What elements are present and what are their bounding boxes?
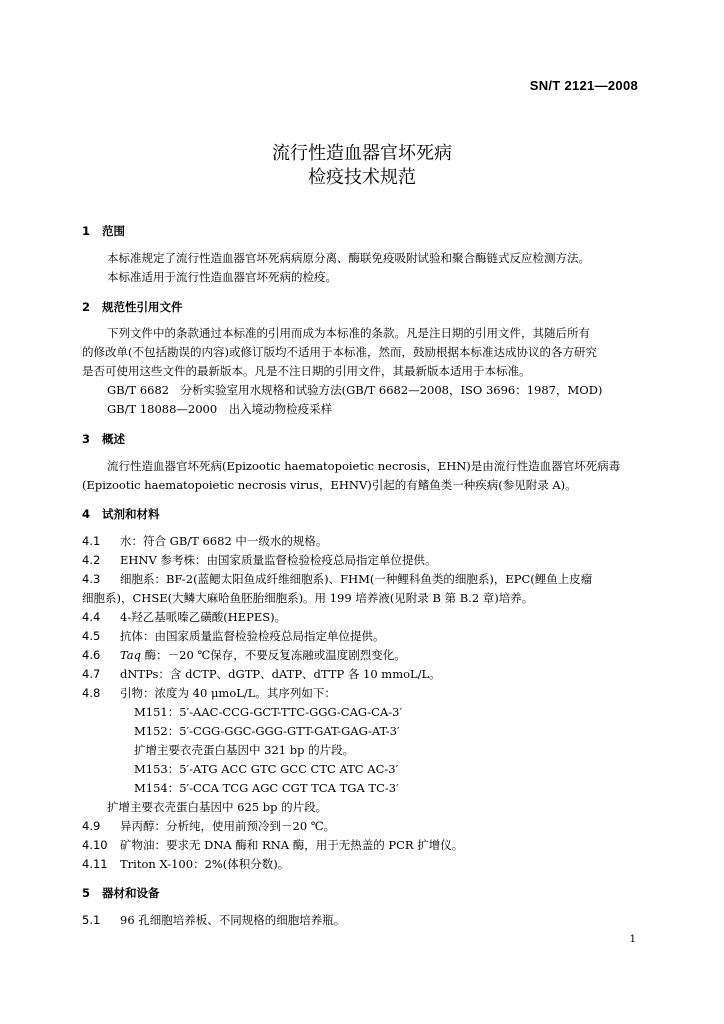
- paragraph: 是否可使用这些文件的最新版本。凡是不注日期的引用文件，其最新版本适用于本标准。: [82, 364, 531, 378]
- paragraph: 本标准适用于流行性造血器官坏死病的检疫。: [107, 270, 337, 284]
- reference-item: GB/T 18088—2000 出入境动物检疫采样: [107, 402, 333, 416]
- section-5-heading: 5 器材和设备: [82, 886, 160, 900]
- list-item: 4.10 矿物油：要求无 DNA 酶和 RNA 酶，用于无热盖的 PCR 扩增仪。: [82, 838, 464, 852]
- section-3-heading: 3 概述: [82, 432, 125, 446]
- reference-item: GB/T 6682 分析实验室用水规格和试验方法(GB/T 6682—2008，ISO 3696：1987，MOD): [107, 383, 603, 397]
- list-item-continuation: 细胞系)，CHSE(大鳞大麻哈鱼胚胎细胞系)。用 199 培养液(见附录 B 第 B.2 章)培养。: [82, 591, 534, 605]
- section-4-heading: 4 试剂和材料: [82, 507, 160, 521]
- primer-line: M153：5′-ATG ACC GTC GCC CTC ATC AC-3′: [134, 762, 399, 776]
- list-item: 4.1 水：符合 GB/T 6682 中一级水的规格。: [82, 534, 328, 548]
- standard-code: SN/T 2121—2008: [529, 78, 638, 93]
- list-item: 4.11 Triton X-100：2%(体积分数)。: [82, 857, 290, 871]
- primer-line: M151：5′-AAC-CCG-GCT-TTC-GGG-CAG-CA-3′: [134, 705, 403, 719]
- list-item: 4.3 细胞系：BF-2(蓝鳃太阳鱼成纤维细胞系)、FHM(一种鲤科鱼类的细胞系)，EPC(鲤鱼上皮瘤: [82, 572, 593, 586]
- primer-note: 扩增主要衣壳蛋白基因中 321 bp 的片段。: [134, 743, 355, 757]
- list-item: 4.7 dNTPs：含 dCTP、dGTP、dATP、dTTP 各 10 mmoL/L。: [82, 667, 441, 681]
- paragraph: (Epizootic haematopoietic necrosis virus，EHNV)引起的有鳍鱼类一种疾病(参见附录 A)。: [82, 478, 577, 492]
- list-item: 4.6 Taq 酶：－20 ℃保存，不要反复冻融或温度剧烈变化。: [82, 648, 406, 662]
- paragraph: 的修改单(不包括勘误的内容)或修订版均不适用于本标准，然而，鼓励根据本标准达成协议的各方研究: [82, 345, 597, 359]
- list-item: 4.9 异丙醇：分析纯，使用前预冷到－20 ℃。: [82, 819, 336, 833]
- paragraph: 本标准规定了流行性造血器官坏死病病原分离、酶联免疫吸附试验和聚合酶链式反应检测方法。: [107, 251, 590, 265]
- primer-note: 扩增主要衣壳蛋白基因中 625 bp 的片段。: [107, 800, 328, 814]
- list-item: 5.1 96 孔细胞培养板、不同规格的细胞培养瓶。: [82, 913, 346, 927]
- title-line-2: 检疫技术规范: [308, 167, 416, 188]
- section-2-heading: 2 规范性引用文件: [82, 300, 183, 314]
- section-1-heading: 1 范围: [82, 224, 125, 238]
- list-item: 4.8 引物：浓度为 40 μmoL/L。其序列如下：: [82, 686, 336, 700]
- list-item: 4.5 抗体：由国家质量监督检验检疫总局指定单位提供。: [82, 629, 385, 643]
- paragraph: 下列文件中的条款通过本标准的引用而成为本标准的条款。凡是注日期的引用文件，其随后所有: [107, 326, 590, 340]
- title-line-1: 流行性造血器官坏死病: [272, 143, 452, 164]
- primer-line: M154：5′-CCA TCG AGC CGT TCA TGA TC-3′: [134, 781, 399, 795]
- primer-line: M152：5′-CGG-GGC-GGG-GTT-GAT-GAG-AT-3′: [134, 724, 400, 738]
- paragraph: 流行性造血器官坏死病(Epizootic haematopoietic necrosis，EHN)是由流行性造血器官坏死病毒: [107, 459, 621, 473]
- list-item: 4.2 EHNV 参考株：由国家质量监督检验检疫总局指定单位提供。: [82, 553, 437, 567]
- page-number: 1: [629, 934, 636, 945]
- list-item: 4.4 4-羟乙基哌嗪乙磺酸(HEPES)。: [82, 610, 287, 624]
